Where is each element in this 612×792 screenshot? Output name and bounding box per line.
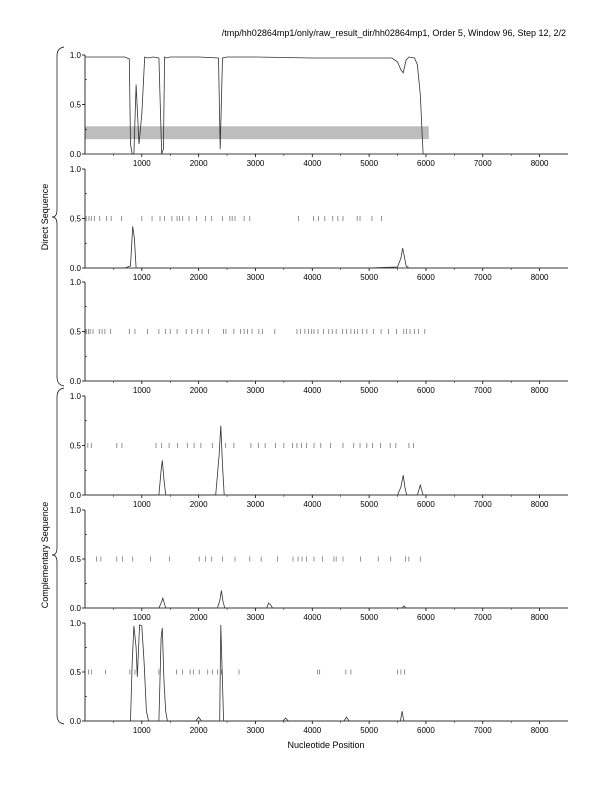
- x-tick-label: 1000: [132, 386, 151, 395]
- x-tick-label: 4000: [303, 726, 322, 735]
- x-tick-label: 8000: [530, 386, 549, 395]
- x-tick-label: 5000: [360, 500, 379, 509]
- x-tick-label: 5000: [360, 273, 379, 282]
- y-tick-label: 1.0: [69, 165, 81, 174]
- coding-probability-line: [85, 625, 568, 721]
- x-tick-label: 6000: [417, 273, 435, 282]
- x-tick-label: 4000: [303, 386, 322, 395]
- y-tick-label: 1.0: [69, 619, 81, 628]
- x-tick-label: 3000: [246, 500, 265, 509]
- complementary-group-bracket: [52, 388, 64, 724]
- x-tick-label: 2000: [189, 500, 208, 509]
- x-tick-label: 7000: [473, 726, 492, 735]
- panel-complementary-frame-3: [70, 619, 568, 735]
- x-tick-label: 7000: [473, 386, 492, 395]
- y-tick-label: 0.0: [69, 717, 81, 726]
- x-tick-label: 1000: [132, 159, 151, 168]
- y-tick-label: 1.0: [69, 392, 81, 401]
- x-tick-label: 1000: [132, 613, 151, 622]
- x-tick-label: 2000: [189, 726, 208, 735]
- y-tick-label: 0.0: [69, 491, 81, 500]
- y-tick-label: 0.0: [69, 264, 81, 273]
- y-tick-label: 0.0: [69, 150, 81, 159]
- y-tick-label: 0.5: [69, 668, 81, 677]
- x-tick-label: 6000: [417, 500, 435, 509]
- x-tick-label: 2000: [189, 386, 208, 395]
- x-tick-label: 8000: [530, 613, 549, 622]
- x-tick-label: 4000: [303, 273, 322, 282]
- panel-complementary-frame-2: [70, 506, 568, 622]
- x-tick-label: 3000: [246, 613, 265, 622]
- x-tick-label: 5000: [360, 726, 379, 735]
- x-tick-label: 2000: [189, 273, 208, 282]
- figure-title: /tmp/hh02864mp1/only/raw_result_dir/hh02864mp1, Order 5, Window 96, Step 12, 2/2: [221, 28, 566, 38]
- x-tick-label: 7000: [473, 500, 492, 509]
- coding-probability-line: [85, 57, 568, 154]
- y-tick-label: 0.0: [69, 377, 81, 386]
- x-tick-label: 6000: [417, 386, 435, 395]
- x-tick-label: 4000: [303, 159, 322, 168]
- panel-direct-frame-2: [70, 278, 568, 395]
- y-tick-label: 0.5: [69, 441, 81, 451]
- x-tick-label: 7000: [473, 159, 492, 168]
- coding-probability-line: [85, 226, 568, 268]
- panel-coding-probability-summary: [70, 51, 568, 168]
- x-tick-label: 6000: [417, 159, 435, 168]
- y-tick-label: 0.0: [69, 604, 81, 613]
- complementary-group-label: Complementary Sequence: [40, 501, 50, 609]
- y-tick-label: 1.0: [69, 506, 81, 515]
- threshold-band: [85, 126, 429, 139]
- y-tick-label: 1.0: [69, 51, 81, 60]
- x-tick-label: 6000: [417, 726, 435, 735]
- x-tick-label: 6000: [417, 613, 435, 622]
- x-tick-label: 1000: [132, 726, 151, 735]
- direct-group-label: Direct Sequence: [40, 183, 50, 251]
- y-tick-label: 0.5: [69, 214, 81, 224]
- x-tick-label: 2000: [189, 613, 208, 622]
- x-tick-label: 3000: [246, 273, 265, 282]
- x-tick-label: 5000: [360, 613, 379, 622]
- x-tick-label: 8000: [530, 726, 549, 735]
- y-tick-label: 0.5: [69, 555, 81, 564]
- panel-direct-frame-1: [70, 165, 568, 282]
- x-tick-label: 8000: [530, 159, 549, 168]
- y-tick-label: 1.0: [69, 278, 81, 287]
- x-tick-label: 8000: [530, 273, 549, 282]
- x-tick-label: 4000: [303, 613, 322, 622]
- x-tick-label: 2000: [189, 159, 208, 168]
- x-tick-label: 3000: [246, 726, 265, 735]
- coding-probability-line: [85, 426, 568, 495]
- panel-complementary-frame-1: [70, 392, 568, 509]
- direct-group-bracket: [52, 47, 64, 386]
- x-tick-label: 1000: [132, 273, 151, 282]
- x-axis-label: Nucleotide Position: [287, 740, 365, 750]
- coding-probability-line: [85, 590, 568, 608]
- x-tick-label: 4000: [303, 500, 322, 509]
- x-tick-label: 5000: [360, 386, 379, 395]
- x-tick-label: 7000: [473, 613, 492, 622]
- y-tick-label: 0.5: [69, 100, 81, 110]
- y-tick-label: 0.5: [69, 327, 81, 337]
- x-tick-label: 5000: [360, 159, 379, 168]
- x-tick-label: 3000: [246, 386, 265, 395]
- x-tick-label: 3000: [246, 159, 265, 168]
- x-tick-label: 1000: [132, 500, 151, 509]
- x-tick-label: 8000: [530, 500, 549, 509]
- x-tick-label: 7000: [473, 273, 492, 282]
